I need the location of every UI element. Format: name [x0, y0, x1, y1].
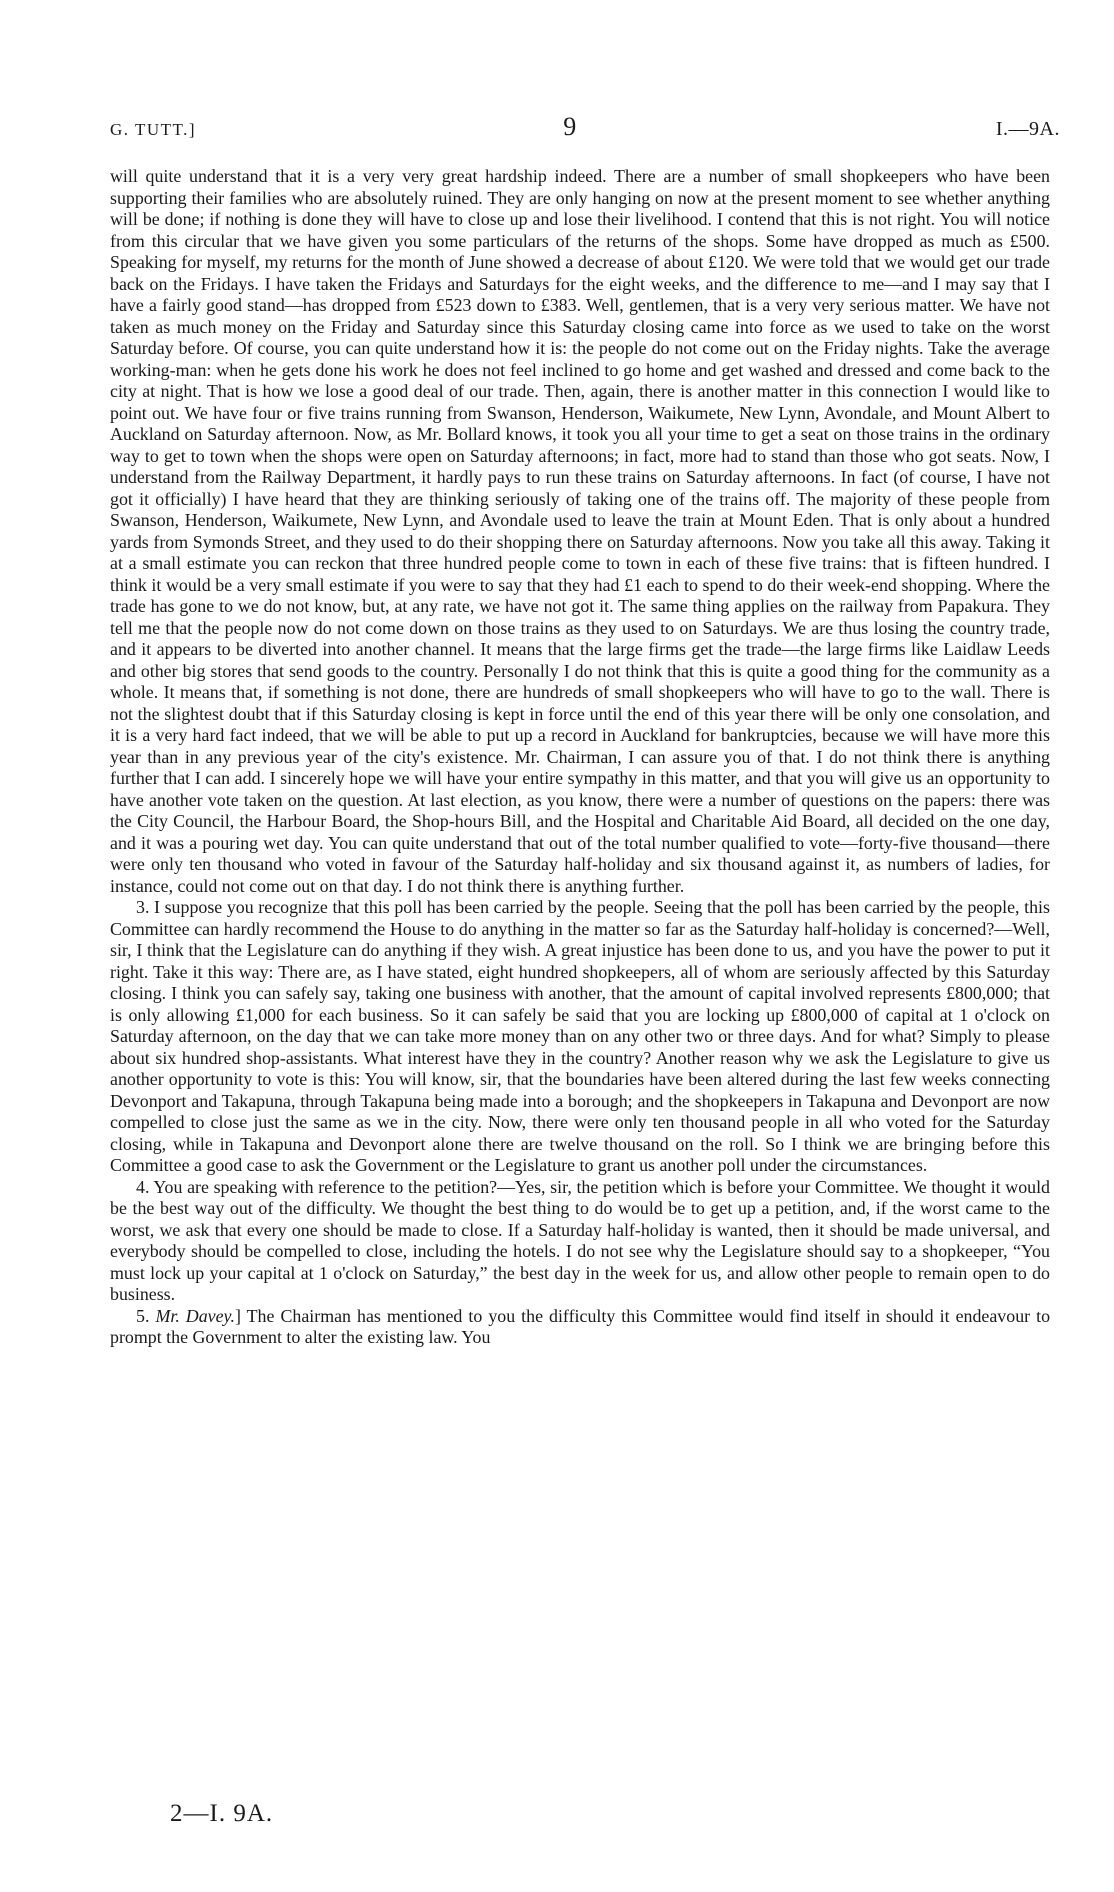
header-witness-name: G. TUTT.] [110, 120, 197, 139]
paragraph-text: ] The Chairman has mentioned to you the difficulty this Committee would find itself in should it endeavour to prompt the Government to alter the existing law. You [110, 1305, 1051, 1347]
paragraph: will quite understand that it is a very very great hardship indeed. There are a number of small shopkeepers who have been supporting their families who are absolutely ruined. They are only hanging on now at the present moment to see whether anything will be done; if nothing is done they will have to close up and lose their livelihood. I contend that this is not right. You will notice from this circular that we have given you some particulars of the returns of the shops. Some have dropped as much as £500. Speaking for myself, my returns for the month of June showed a decrease of about £120. We were told that we would get our trade back on the Fridays. I have taken the Fridays and Saturdays for the eight weeks, and the difference to me—and I may say that I have a fairly good stand—has dropped from £523 down to £383. Well, gentlemen, that is a very very serious matter. We have not taken as much money on the Friday and Saturday since this Saturday closing came into force as we used to take on the worst Saturday before. Of course, you can quite understand how it is: the people do not come out on the Friday nights. Take the average working-man: when he gets done his work he does not feel inclined to go home and get washed and dressed and come back to the city at night. That is how we lose a good deal of our trade. Then, again, there is another matter in this connection I would like to point out. We have four or five trains running from Swanson, Henderson, Waikumete, New Lynn, Avondale, and Mount Albert to Auckland on Saturday afternoon. Now, as Mr. Bollard knows, it took you all your time to get a seat on those trains in the ordinary way to get to town when the shops were open on Saturday afternoons; in fact, more had to stand than those who got seats. Now, I understand from the Railway Department, it hardly pays to run these trains on Saturday afternoons. In fact (of course, I have not got it officially) I have heard that they are thinking seriously of taking one of the trains off. The majority of these people from Swanson, Henderson, Waikumete, New Lynn, and Avondale used to leave the train at Mount Eden. That is only about a hundred yards from Symonds Street, and they used to do their shopping there on Saturday afternoons. Now you take all this away. Taking it at a small estimate you can reckon that three hundred people come to town in each of these five trains: that is fifteen hundred. I think it would be a very small estimate if you were to say that they had £1 each to spend to do their week-end shopping. Where the trade has gone to we do not know, but, at any rate, we have not got it. The same thing applies on the railway from Papakura. They tell me that the people now do not come down on those trains as they used to on Saturdays. We are thus losing the country trade, and it appears to be diverted into another channel. It means that the large firms get the trade—the large firms like Laidlaw Leeds and other big stores that send goods to the country. Personally I do not think that this is quite a good thing for the community as a whole. It means that, if something is not done, there are hundreds of small shopkeepers who will have to go to the wall. There is not the slightest doubt that if this Saturday closing is kept in force until the end of this year there will be only one consolation, and it is a very hard fact indeed, that we will be able to put up a record in Auckland for bankruptcies, because we will have more this year than in any previous year of the city's existence. Mr. Chairman, I can assure you of that. I do not think there is anything further that I can add. I sincerely hope we will have your entire sympathy in this matter, and that you will give us an opportunity to have another vote taken on the question. At last election, as you know, there were a number of questions on the papers: there was the City Council, the Harbour Board, the Shop-hours Bill, and the Hospital and Charitable Aid Board, all decided on the one day, and it was a pouring wet day. You can quite understand that out of the total number qualified to vote—forty-five thousand—there were only ten thousand who voted in favour of the Saturday half-holiday and six thousand against it, as numbers of ladies, for instance, could not come out on that day. I do not think there is anything further. [110, 166, 1050, 896]
paragraph: 3. I suppose you recognize that this poll has been carried by the people. Seeing that the poll has been carried by the people, this Committee can hardly recommend the House to do anything in the matter so far as the Saturday half-holiday is concerned?—Well, sir, I think that the Legislature can do anything if they wish. A great injustice has been done to us, and you have the power to put it right. Take it this way: There are, as I have stated, eight hundred shopkeepers, all of whom are seriously affected by this Saturday closing. I think you can safely say, taking one business with another, that the amount of capital involved represents £800,000; that is only allowing £1,000 for each business. So it can safely be said that you are locking up £800,000 of capital at 1 o'clock on Saturday afternoon, on the day that we can take more money than on any other two or three days. And for what? Simply to please about six hundred shop-assistants. What interest have they in the country? Another reason why we ask the Legislature to give us another opportunity to vote is this: You will know, sir, that the boundaries have been altered during the last few weeks connecting Devonport and Takapuna, through Takapuna being made into a borough; and the shopkeepers in Takapuna and Devonport are now compelled to close just the same as we in the city. Now, there were only ten thousand people in all who voted for the Saturday closing, while in Takapuna and Devonport alone there are twelve thousand on the roll. So I think we are bringing before this Committee a good case to ask the Government or the Legislature to grant us another poll under the circumstances. [110, 897, 1050, 1175]
page-header [110, 112, 1060, 152]
paper-reference: I.—9A. [995, 118, 1060, 140]
page-number: 9 [563, 112, 577, 141]
question-number: 5. [136, 1305, 156, 1326]
paragraph-last [110, 1306, 1050, 1349]
document-body [110, 166, 1050, 1349]
speaker-name: Mr. Davey. [155, 1305, 235, 1326]
paragraph: 4. You are speaking with reference to the petition?—Yes, sir, the petition which is before your Committee. We thought it would be the best way out of the difficulty. We thought the best thing to do would be to get up a petition, and, if the worst came to the worst, we ask that every one should be made to close. If a Saturday half-holiday is wanted, then it should be made universal, and everybody should be compelled to close, including the hotels. I do not see why the Legislature should say to a shopkeeper, “You must lock up your capital at 1 o'clock on Saturday,” the best day in the week for us, and allow other people to remain open to do business. [110, 1176, 1050, 1304]
signature-mark: 2—I. 9A. [170, 1800, 274, 1827]
